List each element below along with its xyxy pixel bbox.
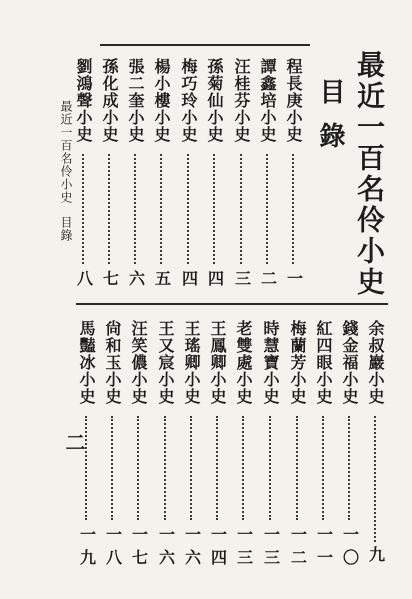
- entry-name: 紅四眼小史: [314, 320, 333, 405]
- toc-entry-lower-5: [259, 320, 285, 567]
- leader-dots: [137, 416, 139, 520]
- entry-name: 楊小樓小史: [152, 58, 171, 143]
- entry-name: 梅巧玲小史: [179, 58, 198, 143]
- toc-entry-upper-7: [124, 58, 150, 290]
- entry-name: 孫化成小史: [100, 58, 119, 143]
- toc-entry-lower-10: [127, 320, 153, 567]
- entry-name: 劉鴻聲小史: [74, 58, 93, 143]
- middle-rule: [76, 303, 388, 305]
- toc-entry-upper-5: [177, 58, 203, 290]
- leader-dots: [348, 416, 350, 520]
- entry-name: 余叔巖小史: [366, 320, 385, 405]
- entry-name: 尙和玉小史: [103, 320, 122, 405]
- toc-entry-lower-8: [180, 320, 206, 567]
- entry-page: 一: [286, 269, 303, 288]
- toc-entry-lower-11: [101, 320, 127, 567]
- entry-name: 時慧寶小史: [261, 320, 280, 405]
- entry-page: 四: [207, 269, 224, 288]
- entry-page: 一六: [184, 525, 201, 567]
- toc-entry-lower-7: [206, 320, 232, 567]
- entry-name: 張二奎小史: [126, 58, 145, 143]
- entry-page: 六: [128, 269, 145, 288]
- leader-dots: [322, 416, 324, 520]
- toc-entry-upper-6: [150, 58, 176, 290]
- toc-entry-upper-9: [72, 58, 98, 290]
- entry-name: 汪笑儂小史: [129, 320, 148, 405]
- leader-dots: [108, 154, 110, 264]
- leader-dots: [296, 416, 298, 520]
- entry-page: 一八: [105, 525, 122, 567]
- leader-dots: [111, 416, 113, 520]
- leader-dots: [164, 416, 166, 520]
- leader-dots: [190, 416, 192, 520]
- entry-name: 譚鑫培小史: [258, 58, 277, 143]
- entry-page: 一一: [316, 525, 333, 567]
- toc-entry-upper-4: [203, 58, 229, 290]
- leader-dots: [242, 416, 244, 520]
- entry-name: 孫菊仙小史: [205, 58, 224, 143]
- entry-page: 一七: [131, 525, 148, 567]
- book-title: 最近一百名伶小史: [353, 50, 386, 298]
- leader-dots: [82, 154, 84, 264]
- entry-page: 一九: [79, 525, 96, 567]
- entry-page: 八: [76, 269, 93, 288]
- toc-entry-lower-6: [232, 320, 258, 567]
- entry-name: 汪桂芬小史: [232, 58, 251, 143]
- leader-dots: [216, 416, 218, 520]
- entry-name: 王瑤卿小史: [182, 320, 201, 405]
- entry-page: 三: [234, 269, 251, 288]
- entry-name: 錢金福小史: [340, 320, 359, 405]
- leader-dots: [85, 416, 87, 520]
- leader-dots: [374, 416, 376, 542]
- leader-dots: [213, 154, 215, 264]
- toc-entry-upper-1: [282, 58, 308, 290]
- side-running-title: 最近一百名伶小史: [59, 100, 73, 204]
- leader-dots: [134, 154, 136, 264]
- top-rule: [100, 44, 310, 46]
- toc-entry-lower-2: [338, 320, 364, 567]
- entry-page: 七: [102, 269, 119, 288]
- side-label: 目錄: [59, 216, 73, 242]
- leader-dots: [269, 416, 271, 520]
- toc-entry-lower-12: [75, 320, 101, 567]
- entry-page: 一六: [158, 525, 175, 567]
- toc-entry-lower-1: [364, 320, 390, 564]
- entry-name: 馬豔冰小史: [77, 320, 96, 405]
- entry-name: 老雙處小史: [234, 320, 253, 405]
- entry-name: 王又宸小史: [156, 320, 175, 405]
- leader-dots: [160, 154, 162, 264]
- toc-heading: 目錄: [315, 78, 345, 166]
- entry-page: 九: [368, 545, 385, 564]
- leader-dots: [240, 154, 242, 264]
- entry-name: 程長庚小史: [284, 58, 303, 143]
- leader-dots: [292, 154, 294, 264]
- toc-entry-upper-3: [230, 58, 256, 290]
- entry-page: 一三: [263, 525, 280, 567]
- toc-entry-upper-8: [98, 58, 124, 290]
- toc-entry-upper-2: [256, 58, 282, 290]
- entry-page: 二: [260, 269, 277, 288]
- entry-page: 一四: [210, 525, 227, 567]
- leader-dots: [266, 154, 268, 264]
- leaf-mark: 二: [62, 432, 86, 452]
- toc-entry-lower-3: [312, 320, 338, 567]
- entry-page: 一三: [236, 525, 253, 567]
- toc-entry-lower-9: [154, 320, 180, 567]
- entry-page: 一〇: [342, 525, 359, 567]
- entry-page: 五: [154, 269, 171, 288]
- leader-dots: [187, 154, 189, 264]
- toc-entry-lower-4: [286, 320, 312, 567]
- entry-page: 一二: [290, 525, 307, 567]
- entry-name: 梅蘭芳小史: [288, 320, 307, 405]
- entry-page: 四: [181, 269, 198, 288]
- entry-name: 王鳳卿小史: [208, 320, 227, 405]
